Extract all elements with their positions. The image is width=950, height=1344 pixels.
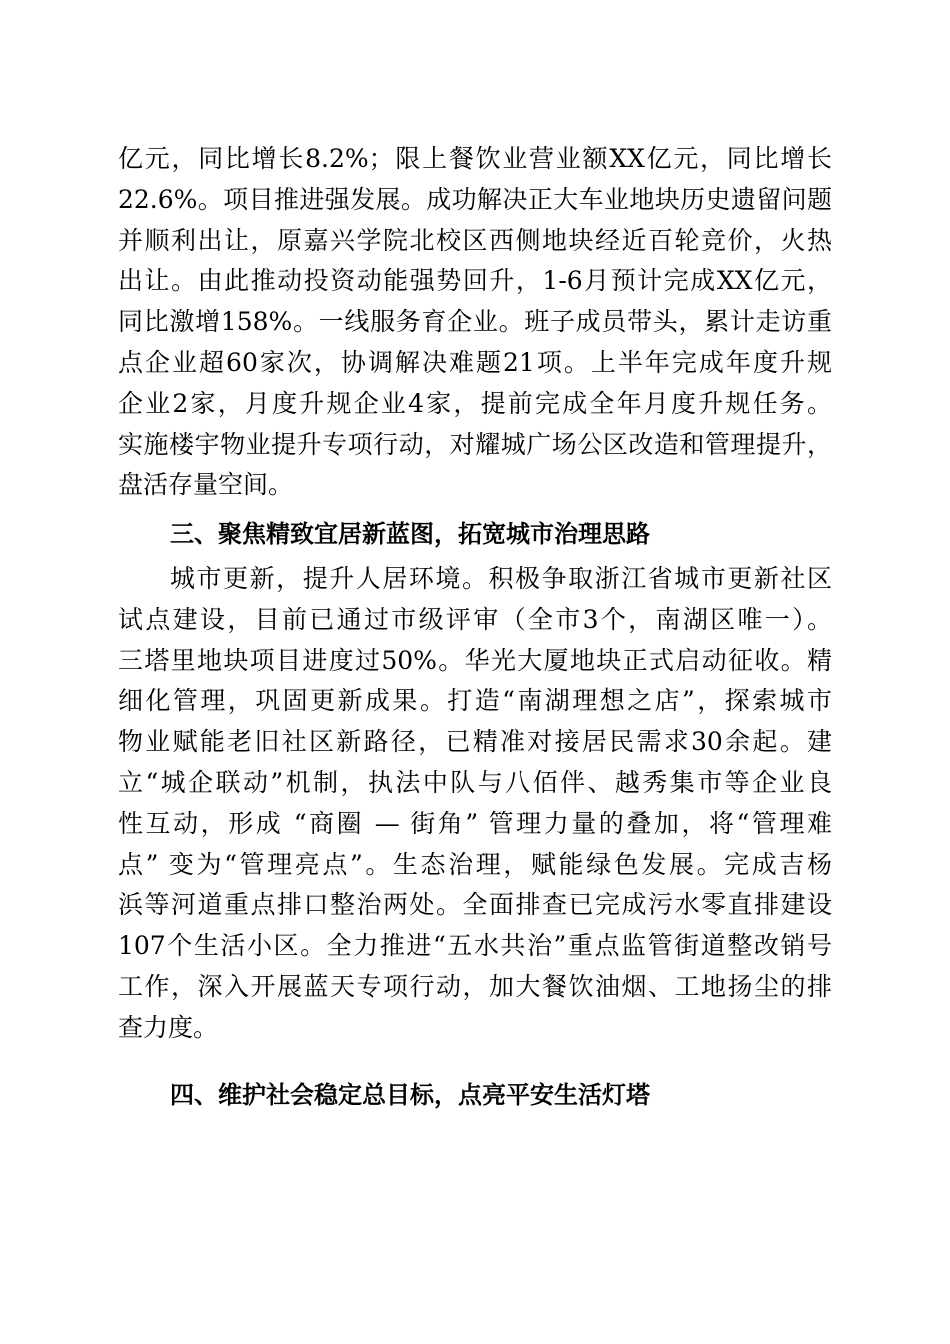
section-heading-3: 三、聚焦精致宜居新蓝图，拓宽城市治理思路 — [170, 520, 650, 549]
text-line: 性互动，形成 “商圈 — 街角” 管理力量的叠加，将“管理难 — [118, 808, 832, 838]
text-line: 物业赋能老旧社区新路径，已精准对接居民需求30余起。建 — [118, 727, 832, 757]
text-line: 三塔里地块项目进度过50%。华光大厦地块正式启动征收。精 — [118, 645, 832, 675]
text-line: 浜等河道重点排口整治两处。全面排查已完成污水零直排建设 — [118, 890, 832, 920]
text-line: 工作，深入开展蓝天专项行动，加大餐饮油烟、工地扬尘的排 — [118, 971, 832, 1001]
section-heading-4: 四、维护社会稳定总目标，点亮平安生活灯塔 — [170, 1080, 650, 1109]
text-line: 同比激增158%。一线服务育企业。班子成员带头，累计走访重 — [118, 307, 832, 337]
text-line: 试点建设，目前已通过市级评审（全市3个，南湖区唯一）。 — [118, 604, 832, 634]
paragraph-economy — [118, 139, 832, 506]
text-line: 点” 变为“管理亮点”。生态治理，赋能绿色发展。完成吉杨 — [118, 849, 832, 879]
text-line: 亿元，同比增长8.2%；限上餐饮业营业额XX亿元，同比增长 — [118, 144, 832, 173]
text-line: 盘活存量空间。 — [118, 470, 294, 500]
text-line: 107个生活小区。全力推进“五水共治”重点监管街道整改销号 — [118, 931, 832, 961]
text-line: 点企业超60家次，协调解决难题21项。上半年完成年度升规 — [118, 347, 832, 377]
text-line: 查力度。 — [118, 1012, 219, 1042]
text-line: 出让。由此推动投资动能强势回升，1-6月预计完成XX亿元， — [118, 266, 832, 296]
text-line: 立“城企联动”机制，执法中队与八佰伴、越秀集市等企业良 — [118, 767, 832, 797]
text-line: 城市更新，提升人居环境。积极争取浙江省城市更新社区 — [170, 563, 832, 593]
document-body — [118, 139, 832, 1119]
text-line: 22.6%。项目推进强发展。成功解决正大车业地块历史遗留问题 — [118, 184, 832, 214]
text-line: 细化管理，巩固更新成果。打造“南湖理想之店”，探索城市 — [118, 686, 832, 716]
text-line: 实施楼宇物业提升专项行动，对耀城广场公区改造和管理提升， — [118, 429, 832, 459]
paragraph-urban-governance — [118, 559, 832, 1049]
text-line: 企业2家，月度升规企业4家，提前完成全年月度升规任务。 — [118, 388, 832, 418]
text-line: 并顺利出让，原嘉兴学院北校区西侧地块经近百轮竞价，火热 — [118, 225, 832, 255]
